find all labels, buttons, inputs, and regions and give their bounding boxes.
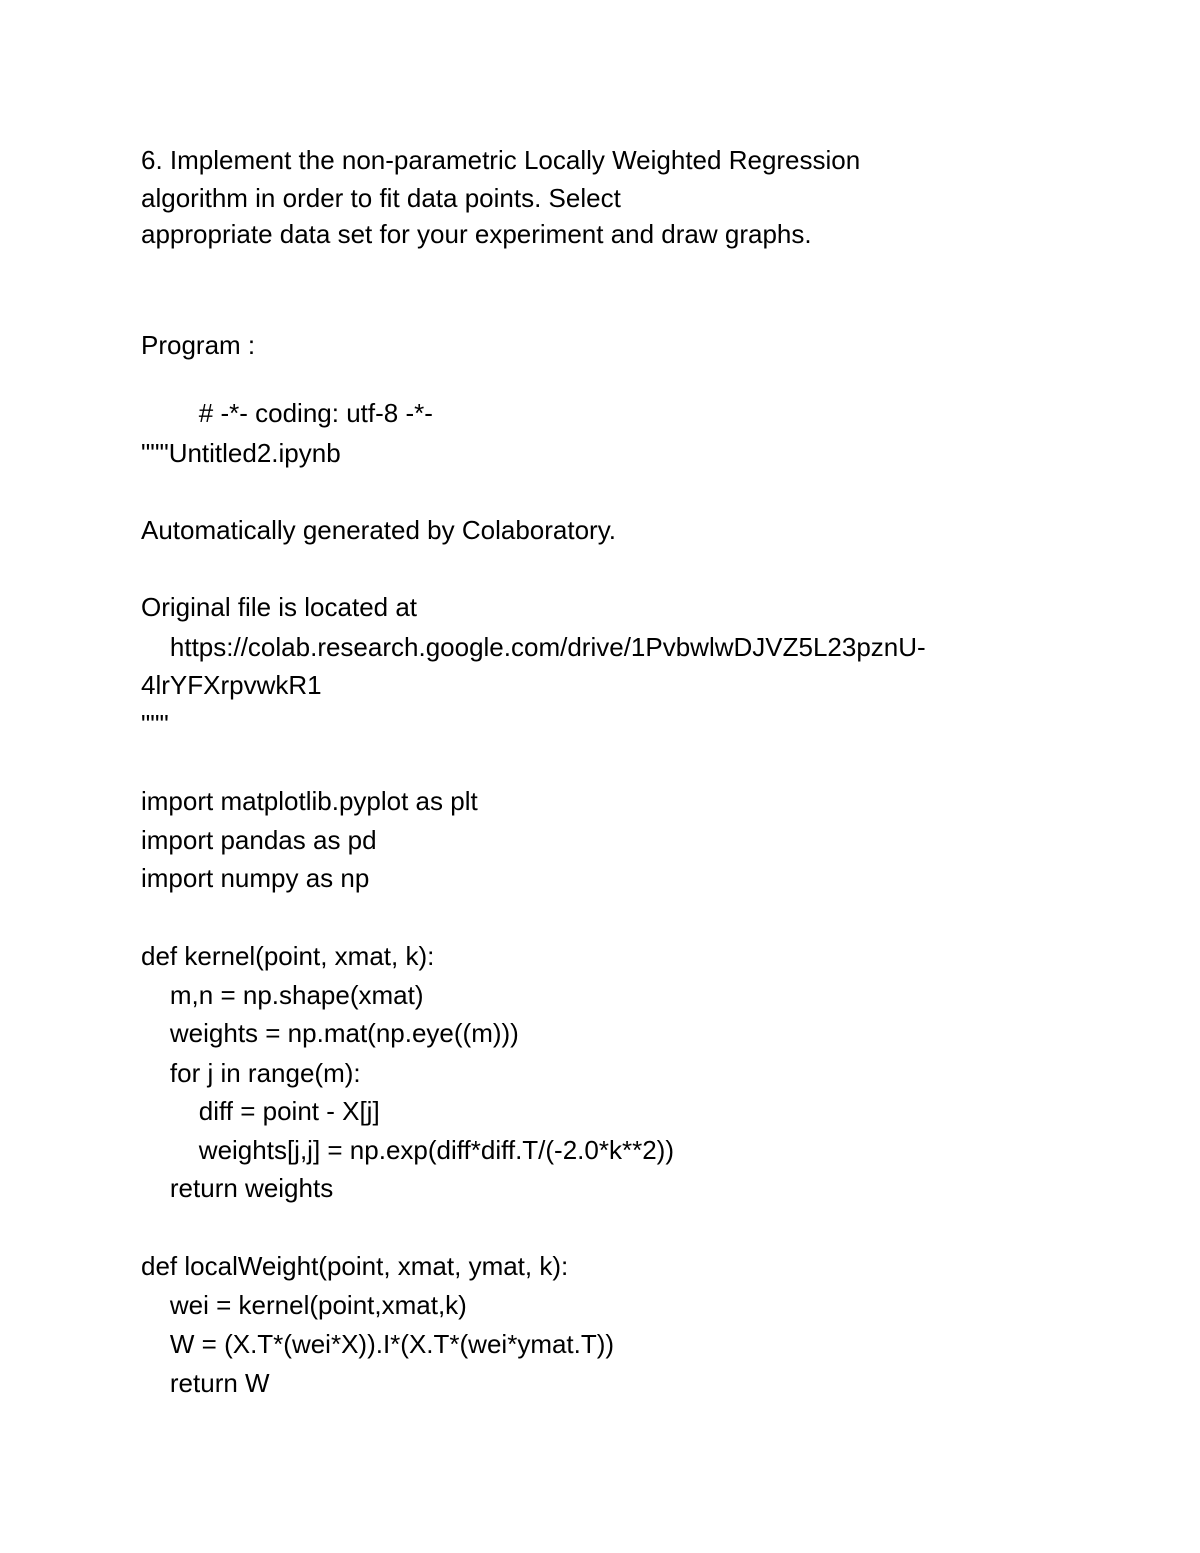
question-line-2: algorithm in order to fit data points. Select: [141, 183, 621, 213]
code-line: weights = np.mat(np.eye((m))): [141, 1018, 519, 1048]
code-line: weights[j,j] = np.exp(diff*diff.T/(-2.0*k**2)): [141, 1135, 674, 1165]
code-line: return W: [141, 1368, 270, 1398]
code-line: for j in range(m):: [141, 1058, 361, 1088]
code-line: Automatically generated by Colaboratory.: [141, 515, 616, 545]
program-label: Program :: [141, 330, 256, 360]
code-line: m,n = np.shape(xmat): [141, 980, 424, 1010]
code-line: """Untitled2.ipynb: [141, 438, 341, 468]
code-line: return weights: [141, 1173, 334, 1203]
code-line: wei = kernel(point,xmat,k): [141, 1290, 467, 1320]
question-line-1: 6. Implement the non-parametric Locally Weighted Regression: [141, 145, 861, 175]
question-line-3: appropriate data set for your experiment and draw graphs.: [141, 219, 812, 249]
code-line: import pandas as pd: [141, 825, 377, 855]
code-line: def kernel(point, xmat, k):: [141, 941, 435, 971]
code-line: # -*- coding: utf-8 -*-: [141, 398, 433, 428]
code-line: Original file is located at: [141, 592, 418, 622]
code-line: diff = point - X[j]: [141, 1096, 380, 1126]
code-line: https://colab.research.google.com/drive/1PvbwlwDJVZ5L23pznU-: [141, 632, 926, 662]
code-line: def localWeight(point, xmat, ymat, k):: [141, 1251, 569, 1281]
code-line: W = (X.T*(wei*X)).I*(X.T*(wei*ymat.T)): [141, 1329, 615, 1359]
code-line: 4lrYFXrpvwkR1: [141, 670, 322, 700]
code-line: import matplotlib.pyplot as plt: [141, 786, 478, 816]
code-line: """: [141, 709, 169, 739]
code-line: import numpy as np: [141, 863, 370, 893]
